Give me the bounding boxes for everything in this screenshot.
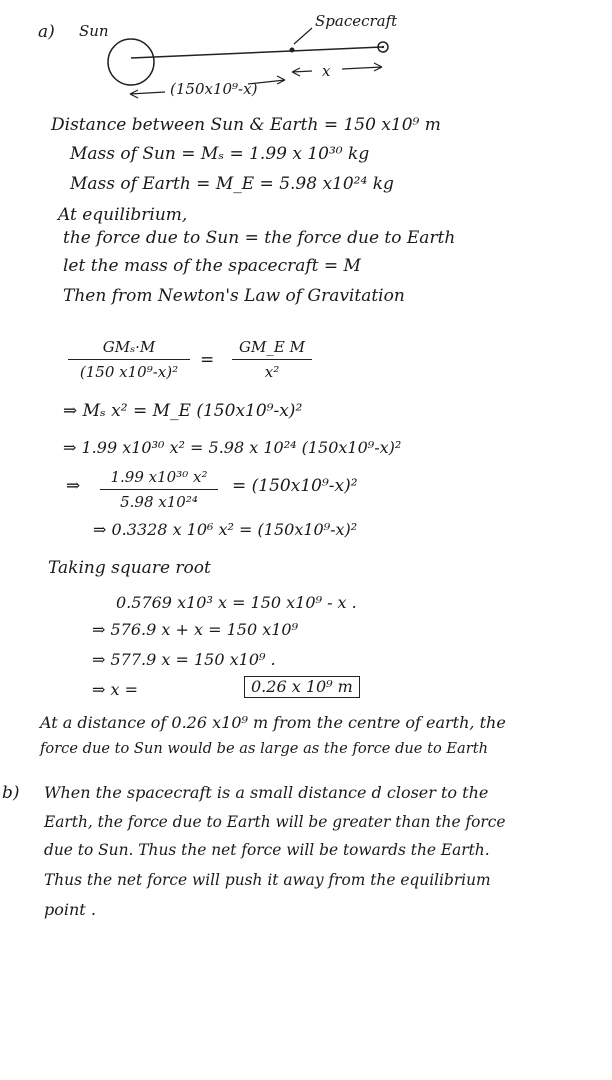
step-3-numerator: 1.99 x10³⁰ x² [110, 468, 208, 486]
sun-distance-label: (150x10⁹-x) [170, 80, 258, 98]
equation-lhs [68, 338, 190, 381]
sqrt-heading: Taking square root [48, 558, 211, 578]
sun-earth-diagram [0, 0, 612, 130]
step-3-rhs: = (150x10⁹-x)² [232, 476, 358, 496]
sqrt-step-3: ⇒ 577.9 x = 150 x10⁹ . [92, 650, 276, 669]
part-b-label: b) [2, 783, 20, 803]
newton-text: Then from Newton's Law of Gravitation [63, 286, 405, 306]
given-distance: Distance between Sun & Earth = 150 x10⁹ m [51, 115, 441, 135]
equation-rhs-numerator: GM_E M [239, 338, 305, 356]
equation-equals: = [200, 350, 215, 370]
step-3-fraction [100, 468, 218, 511]
step-3-denominator: 5.98 x10²⁴ [120, 493, 198, 511]
sun-circle [108, 39, 154, 85]
step-4: ⇒ 0.3328 x 10⁶ x² = (150x10⁹-x)² [93, 520, 358, 539]
part-b-line-1: When the spacecraft is a small distance d closer to the [44, 783, 489, 802]
let-mass-text: let the mass of the spacecraft = M [63, 256, 361, 276]
part-a-label: a) [38, 22, 55, 42]
part-b-line-4: Thus the net force will push it away from the equilibrium [44, 871, 491, 889]
given-mass-sun: Mass of Sun = Mₛ = 1.99 x 10³⁰ kg [70, 144, 370, 164]
part-b-line-5: point . [44, 900, 96, 919]
step-3-arrow: ⇒ [66, 476, 81, 496]
spacecraft-dot [290, 48, 295, 53]
part-b-line-3: due to Sun. Thus the net force will be towards the Earth. [44, 841, 490, 859]
conclusion-line-1: At a distance of 0.26 x10⁹ m from the centre of earth, the [40, 713, 506, 732]
step-1: ⇒ Mₛ x² = M_E (150x10⁹-x)² [63, 401, 303, 421]
equation-lhs-numerator: GMₛ·M [102, 338, 156, 356]
sun-earth-line [131, 47, 383, 58]
conclusion-line-2: force due to Sun would be as large as the force due to Earth [40, 740, 488, 757]
spacecraft-pointer [294, 28, 312, 44]
sqrt-step-1: 0.5769 x10³ x = 150 x10⁹ - x . [116, 593, 357, 612]
equilibrium-text: At equilibrium, [58, 205, 188, 225]
earth-distance-label: x [322, 62, 331, 80]
step-2: ⇒ 1.99 x10³⁰ x² = 5.98 x 10²⁴ (150x10⁹-x)² [63, 438, 402, 457]
final-answer: 0.26 x 10⁹ m [244, 676, 360, 698]
sun-label: Sun [79, 22, 109, 40]
equation-lhs-denominator: (150 x10⁹-x)² [79, 363, 179, 381]
sqrt-step-2: ⇒ 576.9 x + x = 150 x10⁹ [92, 620, 299, 639]
sqrt-step-4: ⇒ x = [92, 680, 139, 699]
equation-rhs [232, 338, 312, 381]
spacecraft-label: Spacecraft [315, 12, 398, 30]
earth-distance-arrow [292, 63, 382, 76]
forces-equal-text: the force due to Sun = the force due to Earth [63, 228, 456, 248]
equation-rhs-denominator: x² [264, 363, 280, 381]
part-b-line-2: Earth, the force due to Earth will be greater than the force [44, 813, 506, 831]
given-mass-earth: Mass of Earth = M_E = 5.98 x10²⁴ kg [70, 174, 394, 194]
